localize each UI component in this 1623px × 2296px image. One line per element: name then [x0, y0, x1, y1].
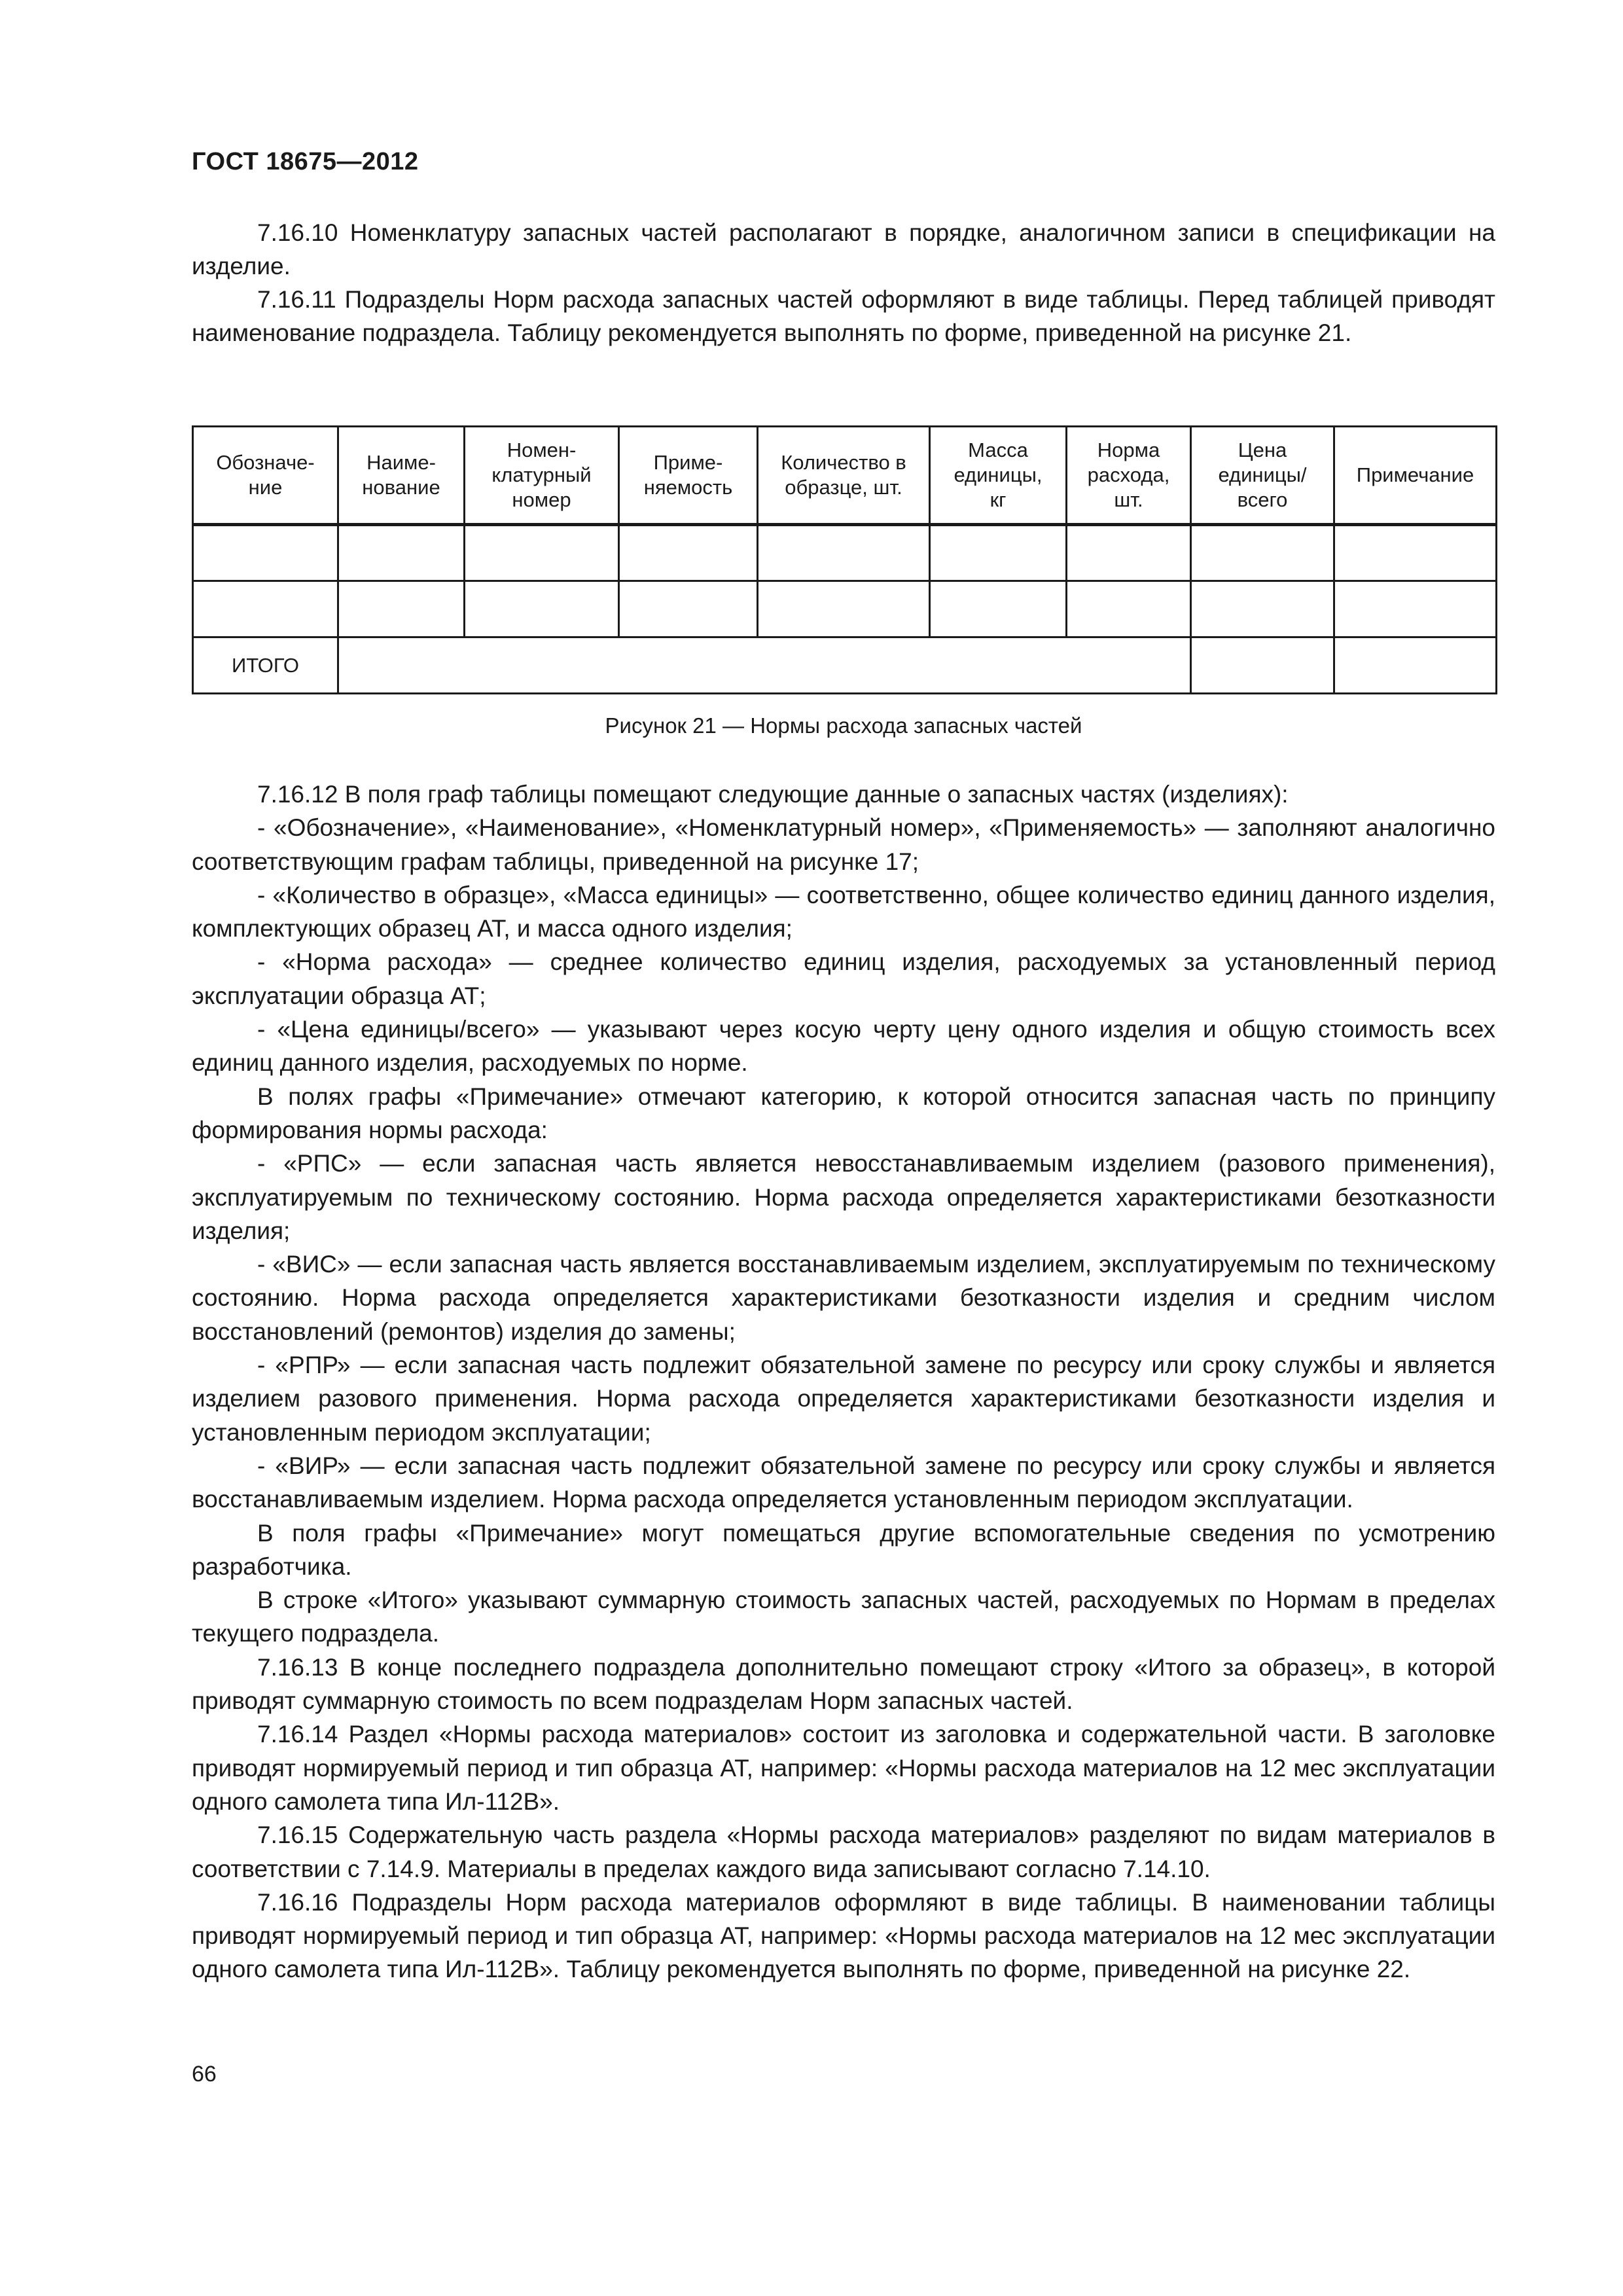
page-number: 66: [192, 2062, 217, 2087]
list-item: - «РПР» — если запасная часть подлежит обязательной замене по ресурсу или сроку службы и является изделием разового применения. Норма расхода определяется характеристиками безотказности изделия и установленным периодом эксплуатации;: [192, 1352, 1495, 1446]
paragraph-7-16-12: 7.16.12 В поля граф таблицы помещают следующие данные о запасных частях (изделиях):: [257, 781, 1289, 808]
table-header-row: [193, 427, 1497, 525]
table-row: [193, 581, 1497, 637]
spare-parts-norms-table: [192, 425, 1497, 694]
list-item: - «Норма расхода» — среднее количество единиц изделия, расходуемых за установленный период эксплуатации образца АТ;: [192, 948, 1495, 1009]
paragraph-total-row: В строке «Итого» указывают суммарную стоимость запасных частей, расходуемых по Нормам в пределах текущего подраздела.: [192, 1587, 1495, 1647]
paragraph-7-16-10: 7.16.10 Номенклатуру запасных частей располагают в порядке, аналогичном записи в спецификации на изделие.: [192, 219, 1495, 279]
list-item: - «Количество в образце», «Масса единицы» — соответственно, общее количество единиц данного изделия, комплектующих образец АТ, и масса одного изделия;: [192, 881, 1495, 942]
column-header-nomenclature-number: Номен- клатурный номер: [465, 427, 619, 525]
paragraph-7-16-13: 7.16.13 В конце последнего подраздела дополнительно помещают строку «Итого за образец», в которой приводят суммарную стоимость по всем подразделам Норм запасных частей.: [192, 1653, 1495, 1715]
table-cell: [338, 525, 465, 581]
column-header-name: Наиме- нование: [338, 427, 465, 525]
column-header-quantity: Количество в образце, шт.: [758, 427, 930, 525]
paragraph-7-16-11: 7.16.11 Подразделы Норм расхода запасных частей оформляют в виде таблицы. Перед таблицей приводят наименование подраздела. Таблицу рекомендуется выполнять по форме, приведенной на рисунке 21.: [192, 286, 1495, 346]
table-row: [193, 525, 1497, 581]
table-cell: [465, 525, 619, 581]
table-cell: [193, 525, 338, 581]
list-item: - «РПС» — если запасная часть является невосстанавливаемым изделием (разового применения), эксплуатируемым по техническому состоянию. Норма расхода определяется характеристиками безотказности изделия;: [192, 1150, 1495, 1244]
list-item: - «Обозначение», «Наименование», «Номенклатурный номер», «Применяемость» — заполняют аналогично соответствующим графам таблицы, приведенной на рисунке 17;: [192, 814, 1495, 875]
intro-text: [192, 216, 1495, 350]
total-note-cell: [1334, 637, 1497, 694]
table-total-row: [193, 637, 1497, 694]
table-cell: [758, 525, 930, 581]
paragraph-note-categories: В полях графы «Примечание» отмечают категорию, к которой относится запасная часть по принципу формирования нормы расхода:: [192, 1083, 1495, 1143]
column-header-unit-price-total: Цена единицы/ всего: [1191, 427, 1334, 525]
table-cell: [619, 581, 758, 637]
total-merged-cell: [338, 637, 1191, 694]
table-cell: [1191, 525, 1334, 581]
table-cell: [193, 581, 338, 637]
table-cell: [930, 581, 1067, 637]
list-item: - «ВИР» — если запасная часть подлежит обязательной замене по ресурсу или сроку службы и является восстанавливаемым изделием. Норма расхода определяется установленным периодом эксплуатации.: [192, 1452, 1495, 1513]
table-cell: [465, 581, 619, 637]
paragraph-7-16-14: 7.16.14 Раздел «Нормы расхода материалов» состоит из заголовка и содержательной части. В заголовке приводят нормируемый период и тип образца АТ, например: «Нормы расхода материалов на 12 мес эксплуатации одного самолета типа Ил-112В».: [192, 1721, 1495, 1815]
paragraph-7-16-16: 7.16.16 Подразделы Норм расхода материалов оформляют в виде таблицы. В наименовании таблицы приводят нормируемый период и тип образца АТ, например: «Нормы расхода материалов на 12 мес эксплуатации одного самолета типа Ил-112В». Таблицу рекомендуется выполнять по форме, приведенной на рисунке 22.: [192, 1888, 1495, 1983]
column-header-applicability: Приме- няемость: [619, 427, 758, 525]
table-cell: [1334, 581, 1497, 637]
column-header-designation: Обозначе- ние: [193, 427, 338, 525]
paragraph-note-other: В поля графы «Примечание» могут помещаться другие вспомогательные сведения по усмотрению разработчика.: [192, 1519, 1495, 1580]
table-cell: [1191, 581, 1334, 637]
column-header-consumption-norm: Норма расхода, шт.: [1067, 427, 1191, 525]
table-cell: [619, 525, 758, 581]
total-label-cell: ИТОГО: [193, 637, 338, 694]
column-header-unit-mass: Масса единицы, кг: [930, 427, 1067, 525]
list-item: - «Цена единицы/всего» — указывают через косую черту цену одного изделия и общую стоимость всех единиц данного изделия, расходуемых по норме.: [192, 1016, 1495, 1077]
table-cell: [758, 581, 930, 637]
figure-caption: Рисунок 21 — Нормы расхода запасных частей: [605, 713, 1082, 738]
total-price-cell: [1191, 637, 1334, 694]
list-item: - «ВИС» — если запасная часть является восстанавливаемым изделием, эксплуатируемым по техническому состоянию. Норма расхода определяется характеристиками безотказности изделия и средним числом восстановлений (ремонтов) изделия до замены;: [192, 1251, 1495, 1345]
body-text: [192, 778, 1495, 1986]
paragraph-7-16-15: 7.16.15 Содержательную часть раздела «Нормы расхода материалов» разделяют по видам материалов в соответствии с 7.14.9. Материалы в пределах каждого вида записывают согласно 7.14.10.: [192, 1821, 1495, 1882]
document-code-header: ГОСТ 18675—2012: [192, 148, 419, 175]
column-header-note: Примечание: [1334, 427, 1497, 525]
table-cell: [1067, 581, 1191, 637]
table-cell: [1334, 525, 1497, 581]
table-cell: [1067, 525, 1191, 581]
table-cell: [338, 581, 465, 637]
table-cell: [930, 525, 1067, 581]
